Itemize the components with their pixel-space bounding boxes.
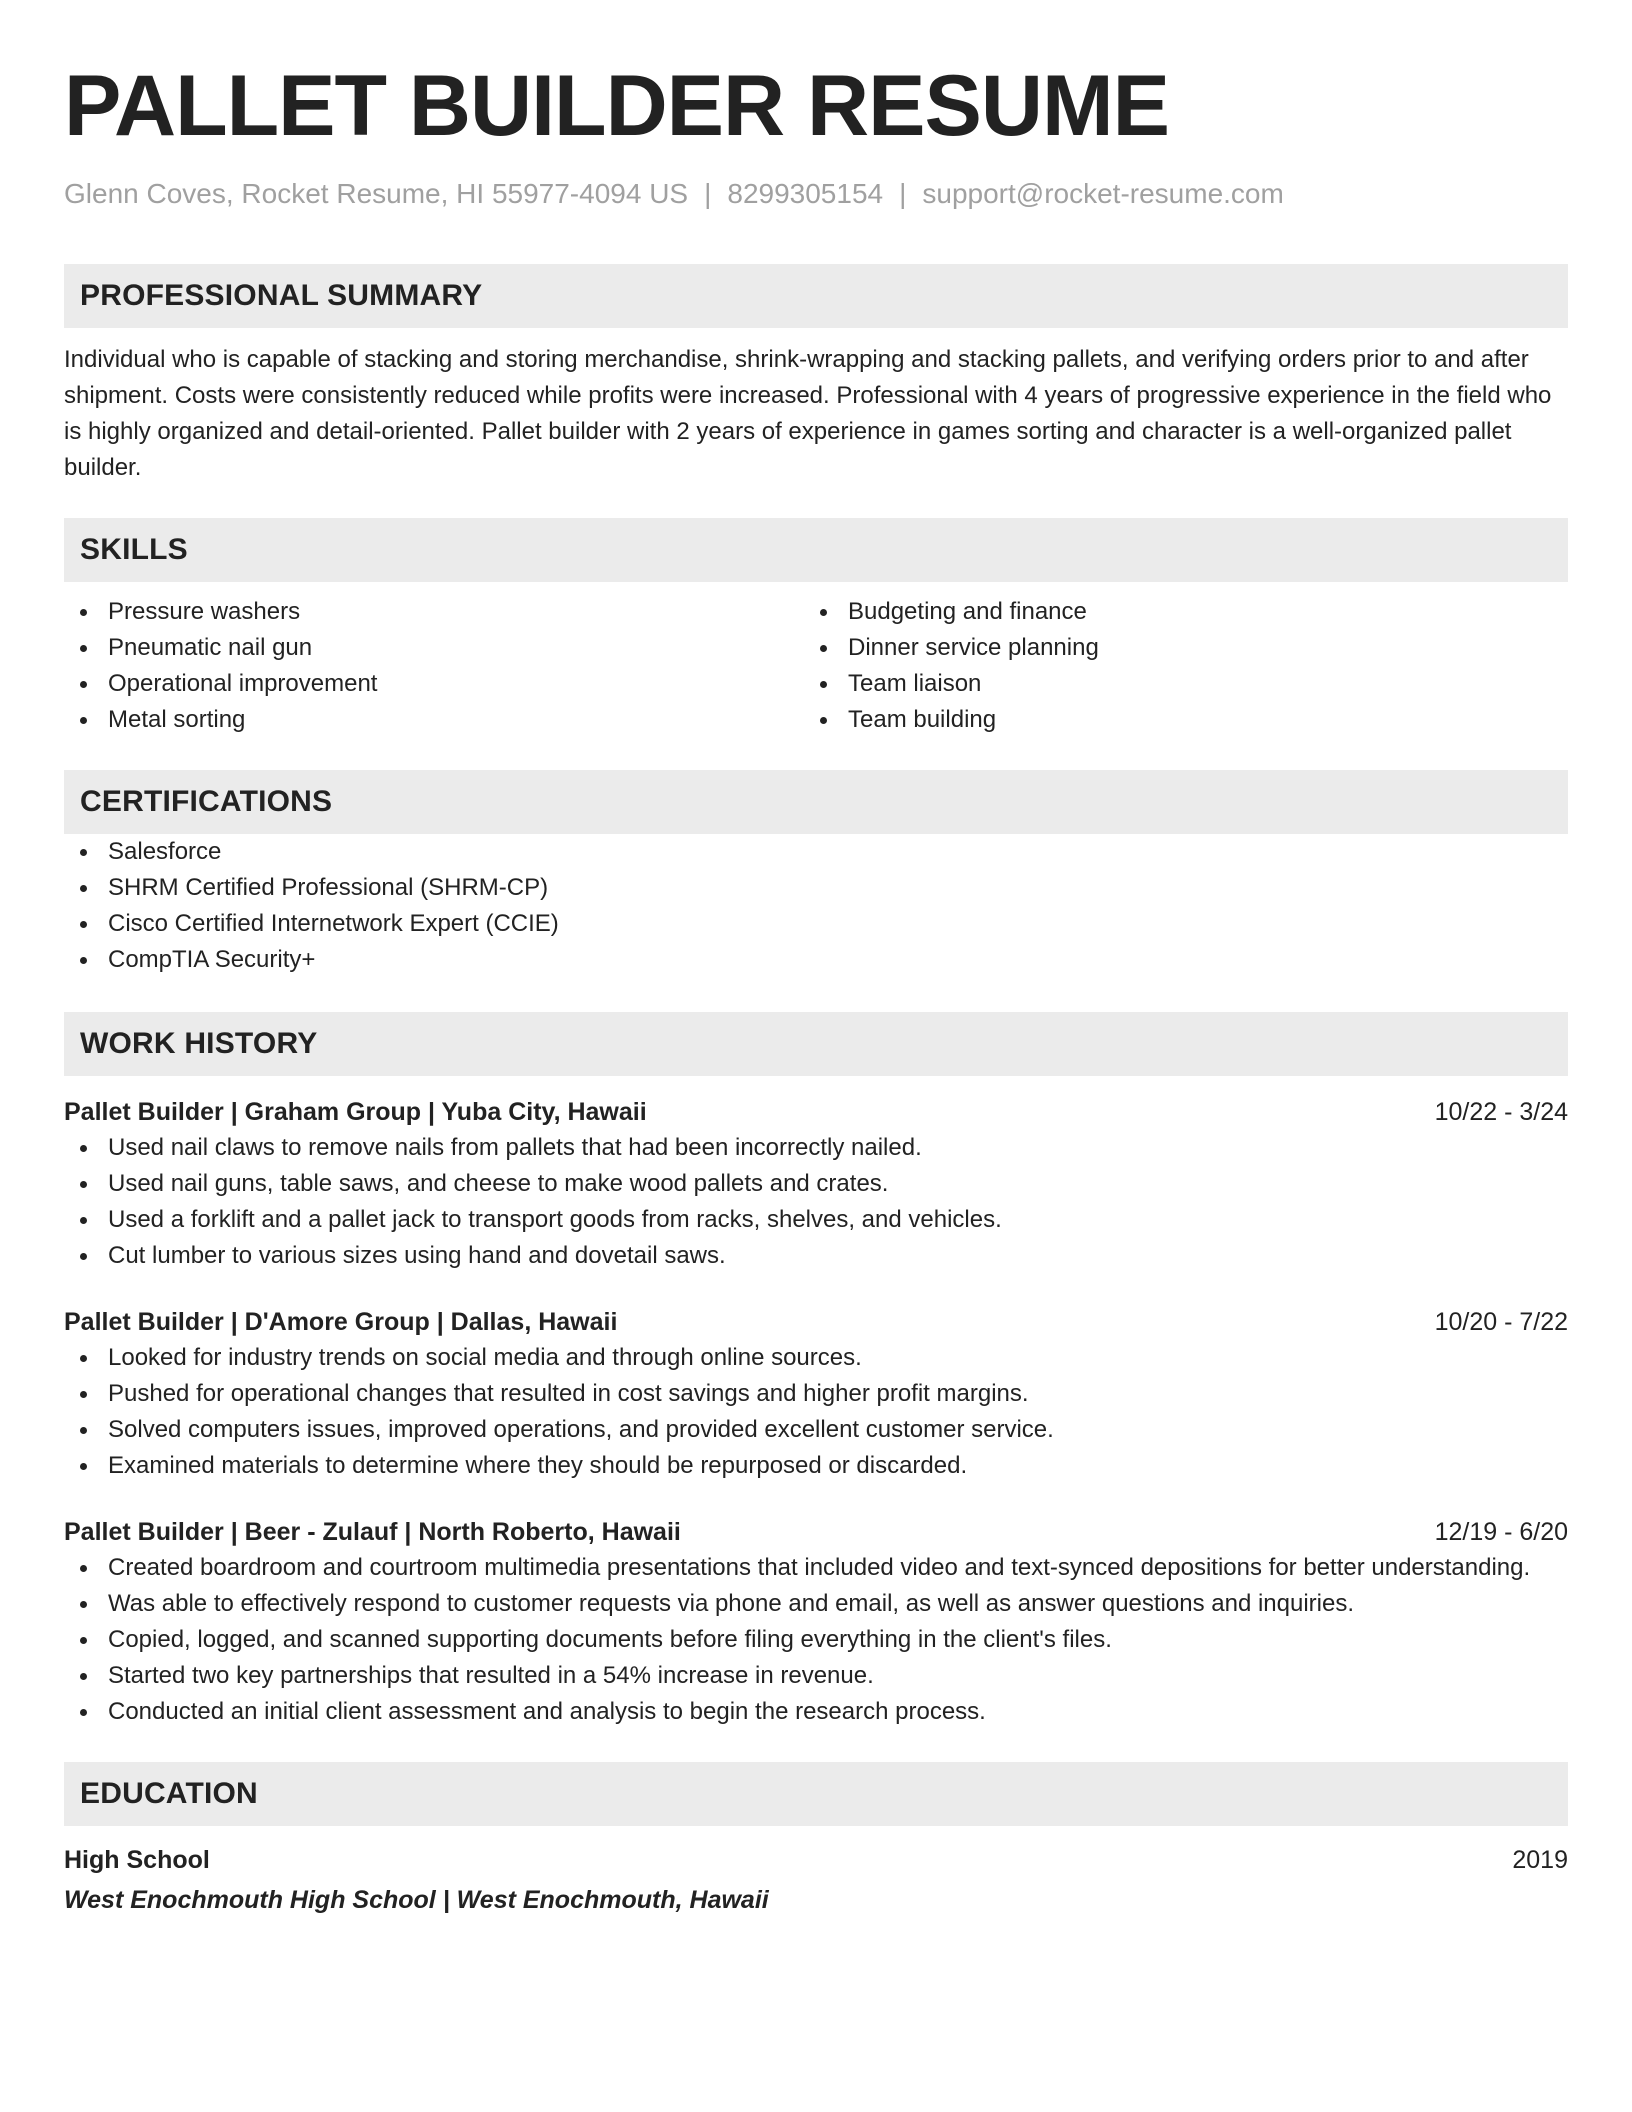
skill-item: Budgeting and finance — [804, 594, 1544, 630]
certification-item: SHRM Certified Professional (SHRM-CP) — [64, 870, 1568, 906]
certification-item: Cisco Certified Internetwork Expert (CCIE) — [64, 906, 1568, 942]
job-duty: Examined materials to determine where they should be repurposed or discarded. — [64, 1448, 1568, 1484]
contact-info — [64, 176, 1568, 212]
job-duty: Was able to effectively respond to customer requests via phone and email, as well as answer questions and inquiries. — [64, 1586, 1568, 1622]
job-duty: Pushed for operational changes that resulted in cost savings and higher profit margins. — [64, 1376, 1568, 1412]
skills-list-left — [64, 594, 804, 738]
job-duties-list — [64, 1340, 1568, 1484]
job-duty: Used nail guns, table saws, and cheese to make wood pallets and crates. — [64, 1166, 1568, 1202]
job-duty: Used a forklift and a pallet jack to transport goods from racks, shelves, and vehicles. — [64, 1202, 1568, 1238]
certification-item: CompTIA Security+ — [64, 942, 1568, 978]
education-degree: High School — [64, 1846, 210, 1874]
job-duty: Looked for industry trends on social media and through online sources. — [64, 1340, 1568, 1376]
section-header-summary: PROFESSIONAL SUMMARY — [64, 264, 1568, 328]
job-duty: Copied, logged, and scanned supporting documents before filing everything in the client's files. — [64, 1622, 1568, 1658]
skill-item: Dinner service planning — [804, 630, 1544, 666]
job-duties-list — [64, 1550, 1568, 1730]
education-entry — [64, 1842, 1568, 1918]
certification-item: Salesforce — [64, 834, 1568, 870]
job-duty: Solved computers issues, improved operations, and provided excellent customer service. — [64, 1412, 1568, 1448]
education-year: 2019 — [1512, 1846, 1568, 1874]
section-header-skills: SKILLS — [64, 518, 1568, 582]
job-title: Pallet Builder | Graham Group | Yuba City, Hawaii — [64, 1098, 647, 1126]
skill-item: Operational improvement — [64, 666, 804, 702]
section-header-certifications: CERTIFICATIONS — [64, 770, 1568, 834]
skill-item: Pneumatic nail gun — [64, 630, 804, 666]
job-header — [64, 1514, 1568, 1550]
job-duty: Started two key partnerships that resulted in a 54% increase in revenue. — [64, 1658, 1568, 1694]
section-header-work-history: WORK HISTORY — [64, 1012, 1568, 1076]
contact-separator: | — [899, 178, 907, 209]
education-header — [64, 1842, 1568, 1878]
job-dates: 12/19 - 6/20 — [1434, 1518, 1568, 1546]
contact-address: Glenn Coves, Rocket Resume, HI 55977-4094 US — [64, 178, 689, 209]
skill-item: Metal sorting — [64, 702, 804, 738]
skills-list-right — [804, 594, 1544, 738]
contact-phone: 8299305154 — [727, 178, 884, 209]
job-entry — [64, 1304, 1568, 1484]
page-title: PALLET BUILDER RESUME — [64, 58, 1169, 154]
job-duties-list — [64, 1130, 1568, 1274]
job-title: Pallet Builder | D'Amore Group | Dallas, Hawaii — [64, 1308, 618, 1336]
job-title: Pallet Builder | Beer - Zulauf | North Roberto, Hawaii — [64, 1518, 681, 1546]
certifications-list — [64, 834, 1568, 978]
skills-column-left — [64, 594, 804, 738]
skill-item: Team liaison — [804, 666, 1544, 702]
job-entry — [64, 1514, 1568, 1730]
job-dates: 10/20 - 7/22 — [1434, 1308, 1568, 1336]
job-header — [64, 1094, 1568, 1130]
contact-email: support@rocket-resume.com — [922, 178, 1284, 209]
job-entry — [64, 1094, 1568, 1274]
job-duty: Created boardroom and courtroom multimedia presentations that included video and text-synced depositions for better understanding. — [64, 1550, 1568, 1586]
skill-item: Team building — [804, 702, 1544, 738]
job-duty: Used nail claws to remove nails from pallets that had been incorrectly nailed. — [64, 1130, 1568, 1166]
skills-column-right — [804, 594, 1544, 738]
contact-separator: | — [704, 178, 712, 209]
education-school: West Enochmouth High School | West Enochmouth, Hawaii — [64, 1886, 769, 1914]
job-dates: 10/22 - 3/24 — [1434, 1098, 1568, 1126]
section-header-education: EDUCATION — [64, 1762, 1568, 1826]
skill-item: Pressure washers — [64, 594, 804, 630]
job-header — [64, 1304, 1568, 1340]
job-duty: Conducted an initial client assessment and analysis to begin the research process. — [64, 1694, 1568, 1730]
job-duty: Cut lumber to various sizes using hand and dovetail saws. — [64, 1238, 1568, 1274]
summary-text: Individual who is capable of stacking and storing merchandise, shrink-wrapping and stacking pallets, and verifying orders prior to and after shipment. Costs were consistently reduced while profits were increased. Professional with 4 years of progressive experience in the field who is highly organized and detail-oriented. Pallet builder with 2 years of experience in games sorting and character is a well-organized pallet builder. — [64, 346, 1552, 481]
skills-grid — [64, 594, 1568, 738]
